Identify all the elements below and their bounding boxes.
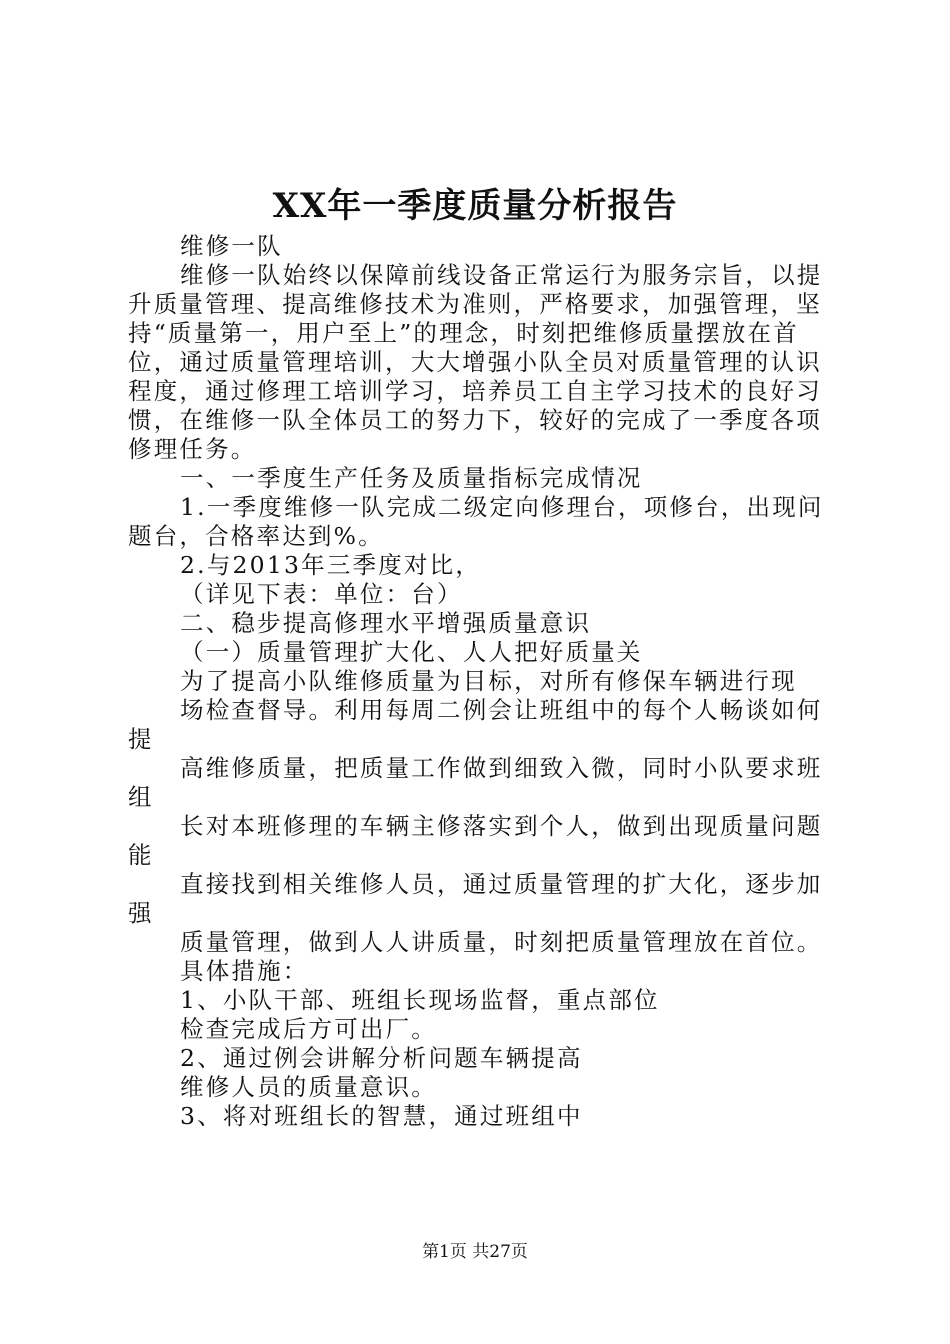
text-line: 1、小队干部、班组长现场监督，重点部位 (180, 986, 660, 1014)
text-line: 强 (128, 899, 154, 927)
text-line: 二、稳步提高修理水平增强质量意识 (180, 609, 592, 637)
document-title: XX年一季度质量分析报告 (272, 186, 678, 226)
text-line: 位，通过质量管理培训，大大增强小队全员对质量管理的认识 (128, 348, 822, 376)
text-line: 长对本班修理的车辆主修落实到个人，做到出现质量问题 (180, 812, 823, 840)
text-line: 维修人员的质量意识。 (180, 1073, 437, 1101)
text-line: 质量管理，做到人人讲质量，时刻把质量管理放在首位。 (180, 928, 823, 956)
text-line: （详见下表：单位：台） (180, 580, 463, 608)
text-line: 一、一季度生产任务及质量指标完成情况 (180, 464, 643, 492)
text-line: 修理任务。 (128, 435, 257, 463)
text-line: （一）质量管理扩大化、人人把好质量关 (180, 638, 643, 666)
text-line: 2.与2013年三季度对比， (180, 551, 482, 579)
text-line: 场检查督导。利用每周二例会让班组中的每个人畅谈如何 (180, 696, 823, 724)
text-line: 组 (128, 783, 154, 811)
text-line: 维修一队 (180, 232, 283, 260)
text-line: 惯，在维修一队全体员工的努力下，较好的完成了一季度各项 (128, 406, 822, 434)
text-line: 高维修质量，把质量工作做到细致入微，同时小队要求班 (180, 754, 823, 782)
text-line: 直接找到相关维修人员，通过质量管理的扩大化，逐步加 (180, 870, 823, 898)
text-line: 具体措施： (180, 957, 309, 985)
text-line: 能 (128, 841, 154, 869)
text-line: 为了提高小队维修质量为目标，对所有修保车辆进行现 (180, 667, 797, 695)
text-line: 题台，合格率达到%。 (128, 522, 384, 550)
text-line: 升质量管理、提高维修技术为准则，严格要求，加强管理，坚 (128, 290, 822, 318)
text-line: 1.一季度维修一队完成二级定向修理台，项修台，出现问 (180, 493, 824, 521)
text-line: 程度，通过修理工培训学习，培养员工自主学习技术的良好习 (128, 377, 822, 405)
text-line: 提 (128, 725, 154, 753)
text-line: 维修一队始终以保障前线设备正常运行为服务宗旨，以提 (180, 261, 823, 289)
text-line: 3、将对班组长的智慧，通过班组中 (180, 1102, 583, 1130)
page-footer: 第1页 共27页 (422, 1242, 528, 1262)
text-line: 2、通过例会讲解分析问题车辆提高 (180, 1044, 583, 1072)
text-line: 检查完成后方可出厂。 (180, 1015, 437, 1043)
text-line: 持“质量第一，用户至上”的理念，时刻把维修质量摆放在首 (128, 319, 799, 347)
document-body (128, 232, 838, 1131)
